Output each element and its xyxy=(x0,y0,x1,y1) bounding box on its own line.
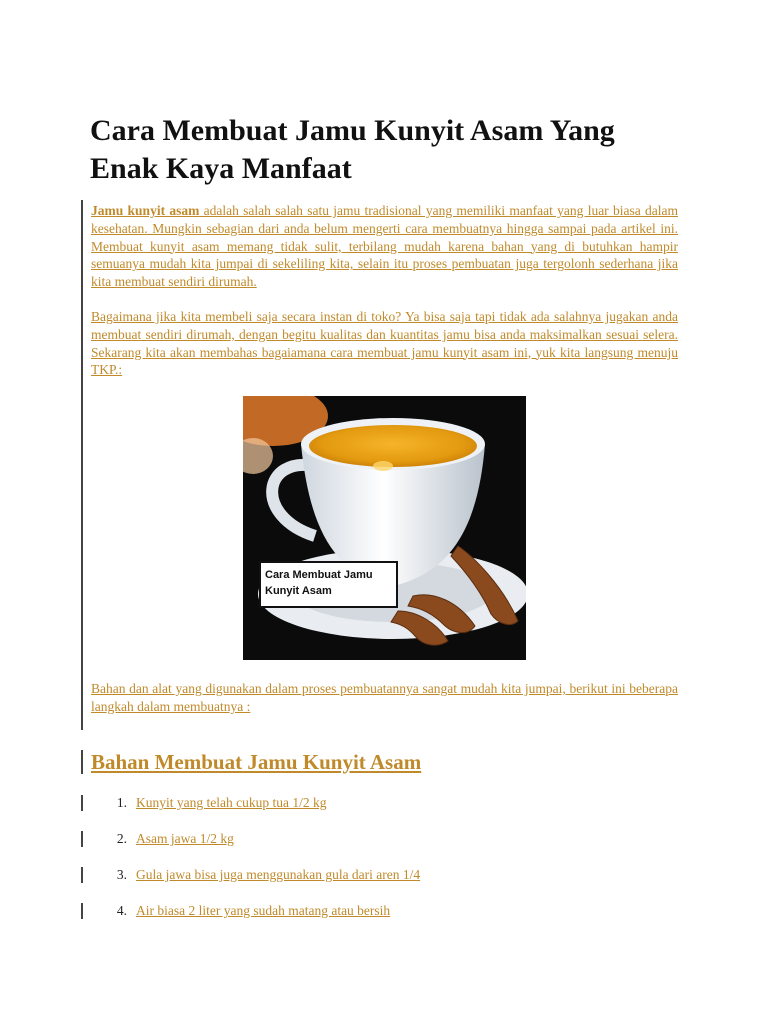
paragraph-2[interactable]: Bagaimana jika kita membeli saja secara instan di toko? Ya bisa saja tapi tidak ada salahnya jugakan anda membuat sendiri dirumah, dengan begitu kualitas dan kuantitas jamu bisa anda maksimalkan sesuai selera. Sekarang kita akan membahas bagaiamana cara membuat jamu kunyit asam ini, yuk kita langsung menuju TKP.: xyxy=(91,309,678,378)
intro-paragraph[interactable] xyxy=(91,202,678,291)
list-item[interactable]: Gula jawa bisa juga menggunakan gula dari aren 1/4 xyxy=(136,867,421,882)
list-item-number: 3. xyxy=(116,867,127,882)
list-bar xyxy=(81,867,83,883)
article-title: Cara Membuat Jamu Kunyit Asam Yang Enak Kaya Manfaat xyxy=(90,114,615,185)
list-bar xyxy=(81,903,83,919)
list-item[interactable]: Asam jawa 1/2 kg xyxy=(136,831,234,846)
list-item[interactable]: Kunyit yang telah cukup tua 1/2 kg xyxy=(136,795,327,810)
left-margin-bar xyxy=(81,200,83,730)
section-heading[interactable]: Bahan Membuat Jamu Kunyit Asam xyxy=(91,750,422,774)
list-item-number: 4. xyxy=(116,903,127,918)
heading-bar xyxy=(81,750,83,774)
intro-bold-lead[interactable]: Jamu kunyit asam xyxy=(91,203,200,218)
image-caption-line-1: Cara Membuat Jamu xyxy=(265,569,373,581)
list-item-number: 2. xyxy=(116,831,127,846)
list-bar xyxy=(81,831,83,847)
list-bar xyxy=(81,795,83,811)
list-item-number: 1. xyxy=(116,795,127,810)
list-item[interactable]: Air biasa 2 liter yang sudah matang atau bersih xyxy=(136,903,391,918)
jamu-photo xyxy=(243,396,526,660)
paragraph-3[interactable]: Bahan dan alat yang digunakan dalam proses pembuatannya sangat mudah kita jumpai, berikut ini beberapa langkah dalam membuatnya : xyxy=(91,681,678,714)
image-caption-line-2: Kunyit Asam xyxy=(265,585,332,597)
intro-text[interactable]: adalah salah salah satu jamu tradisional yang memiliki manfaat yang luar biasa dalam kesehatan. Mungkin sebagian dari anda belum mengerti cara membuatnya hingga sampai pada artikel ini. Membuat kunyit asam memang tidak sulit, terbilang mudah karena bahan yang di butuhkan hampir semuanya mudah kita jumpai di sekeliling kita, selain itu proses pembuatan juga tergolonh sederhana jika kita membuat sendiri dirumah. xyxy=(91,203,678,290)
jamu-cup-illustration xyxy=(243,396,526,660)
